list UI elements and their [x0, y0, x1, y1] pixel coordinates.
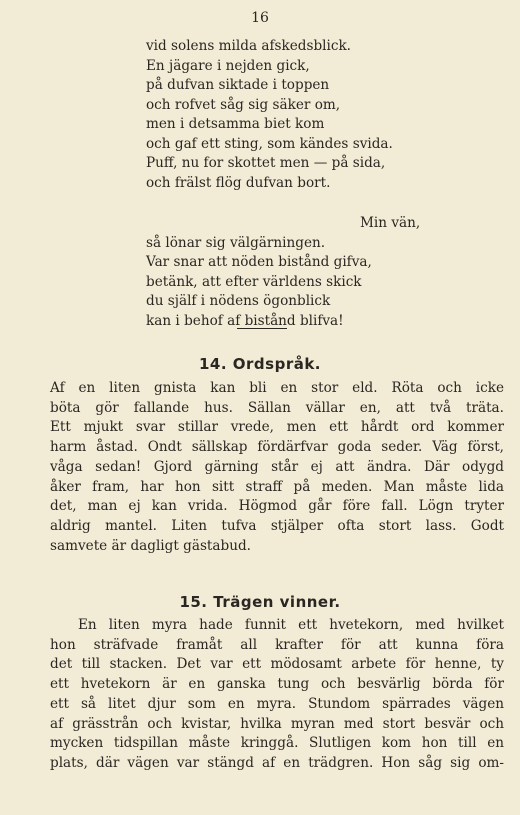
- paragraph-line: samvete är dagligt gästabud.: [50, 537, 251, 554]
- paragraph-line: det, man ej kan vrida. Högmod går före fall. Lögn tryter: [50, 498, 504, 515]
- poem-line: och gaf ett sting, som kändes svida.: [146, 135, 393, 152]
- poem-line: du själf i nödens ögonblick: [146, 293, 331, 309]
- paragraph-line: af grässtrån och kvistar, hvilka myran med stort besvär och: [50, 715, 504, 732]
- paragraph-line: Af en liten gnista kan bli en stor eld. Röta och icke: [50, 380, 504, 396]
- section-heading-14: 14. Ordspråk.: [198, 355, 322, 373]
- poem-line: så lönar sig välgärningen.: [146, 234, 326, 251]
- poem-line: men i detsamma biet kom: [146, 116, 325, 132]
- paragraph-line: åker fram, har hon sitt straff på meden. Man måste lida: [50, 478, 504, 495]
- paragraph-line: plats, där vägen var stängd af en trädgren. Hon såg sig om-: [50, 754, 504, 771]
- poem-line: och rofvet såg sig säker om,: [146, 96, 341, 113]
- paragraph-line: mycken tidspillan måste kringgå. Slutligen kom hon till en: [50, 735, 504, 752]
- section-heading-15: 15. Trägen vinner.: [179, 593, 341, 611]
- paragraph-line: hon sträfvade framåt all krafter för att kunna föra: [50, 636, 504, 653]
- section-14-paragraph: [50, 379, 504, 556]
- poem-line: på dufvan siktade i toppen: [146, 77, 330, 93]
- poem-line: och frälst flög dufvan bort.: [146, 174, 331, 191]
- paragraph-line: aldrig mantel. Liten tufva stjälper ofta stort lass. Godt: [50, 517, 504, 534]
- page-number: 16: [251, 10, 269, 26]
- paragraph-line: ett så litet djur som en myra. Stundom spärrades vägen: [50, 695, 504, 712]
- poem: [146, 37, 436, 331]
- paragraph-line: ett hvetekorn är en ganska tung och besvärlig börda för: [50, 676, 504, 693]
- poem-line: Var snar att nöden bistånd gifva,: [146, 254, 372, 270]
- section-divider: [237, 328, 287, 329]
- section-15-paragraph: [50, 616, 504, 774]
- paragraph-line: Ett mjukt svar stillar vrede, men ett hårdt ord kommer: [50, 419, 504, 436]
- paragraph-line: harm åstad. Ondt sällskap fördärfvar goda seder. Väg först,: [50, 439, 504, 456]
- poem-line: En jägare i nejden gick,: [146, 57, 310, 74]
- poem-line: betänk, att efter världens skick: [146, 273, 362, 290]
- paragraph-line: det till stacken. Det var ett mödosamt arbete för henne, ty: [50, 656, 504, 673]
- poem-line: Min vän,: [360, 215, 421, 231]
- paragraph-line: våga sedan! Gjord gärning står ej att ändra. Där odygd: [50, 458, 504, 475]
- poem-line: vid solens milda afskedsblick.: [146, 38, 352, 54]
- paragraph-line: böta gör fallande hus. Sällan vällar en, att två träta.: [50, 399, 504, 416]
- poem-line: Puff, nu for skottet men — på sida,: [146, 155, 386, 171]
- paragraph-line: En liten myra hade funnit ett hvetekorn, med hvilket: [78, 617, 504, 633]
- poem-line: kan i behof af bistånd blifva!: [146, 312, 344, 329]
